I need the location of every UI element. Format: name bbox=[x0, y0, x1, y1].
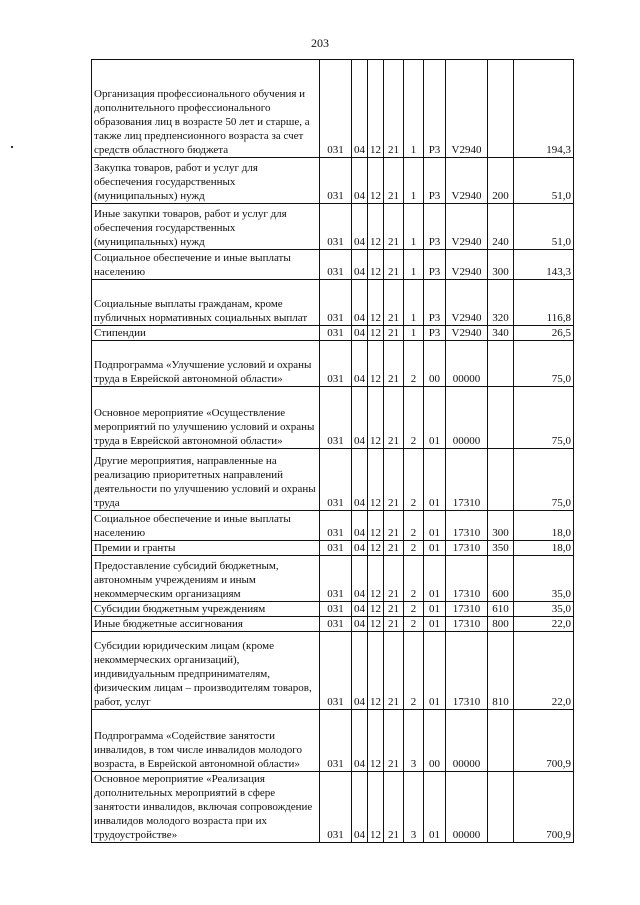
amount: 18,0 bbox=[514, 511, 574, 541]
section-code: 04 bbox=[352, 556, 368, 602]
direction-code: V2940 bbox=[446, 204, 488, 250]
event-code: 01 bbox=[424, 541, 446, 556]
subsection-code: 12 bbox=[368, 602, 384, 617]
expense-type-code: 200 bbox=[488, 158, 514, 204]
row-name: Стипендии bbox=[92, 326, 320, 341]
event-code: 00 bbox=[424, 710, 446, 772]
subsection-code: 12 bbox=[368, 250, 384, 280]
expense-type-code bbox=[488, 387, 514, 449]
program-code: 21 bbox=[384, 710, 404, 772]
expense-type-code bbox=[488, 710, 514, 772]
direction-code: V2940 bbox=[446, 280, 488, 326]
direction-code: 00000 bbox=[446, 772, 488, 843]
row-name: Субсидии юридическим лицам (кроме некоммерческих организаций), индивидуальным предпринимателям, физическим лицам – производителям товаров, работ, услуг bbox=[92, 632, 320, 710]
ved-code: 031 bbox=[320, 602, 352, 617]
section-code: 04 bbox=[352, 617, 368, 632]
subsection-code: 12 bbox=[368, 710, 384, 772]
table-row bbox=[92, 617, 574, 632]
expense-type-code: 340 bbox=[488, 326, 514, 341]
direction-code: 00000 bbox=[446, 341, 488, 387]
expense-type-code: 300 bbox=[488, 511, 514, 541]
amount: 18,0 bbox=[514, 541, 574, 556]
program-code: 21 bbox=[384, 250, 404, 280]
section-code: 04 bbox=[352, 250, 368, 280]
event-code: 00 bbox=[424, 341, 446, 387]
table-row bbox=[92, 511, 574, 541]
row-name: Подпрограмма «Улучшение условий и охраны труда в Еврейской автономной области» bbox=[92, 341, 320, 387]
subsection-code: 12 bbox=[368, 556, 384, 602]
direction-code: V2940 bbox=[446, 60, 488, 158]
direction-code: 17310 bbox=[446, 602, 488, 617]
table-row bbox=[92, 387, 574, 449]
subprogram-code: 2 bbox=[404, 511, 424, 541]
amount: 75,0 bbox=[514, 449, 574, 511]
ved-code: 031 bbox=[320, 617, 352, 632]
program-code: 21 bbox=[384, 541, 404, 556]
expense-type-code: 810 bbox=[488, 632, 514, 710]
subsection-code: 12 bbox=[368, 158, 384, 204]
subsection-code: 12 bbox=[368, 204, 384, 250]
page-number: 203 bbox=[311, 36, 329, 50]
subsection-code: 12 bbox=[368, 449, 384, 511]
amount: 26,5 bbox=[514, 326, 574, 341]
subsection-code: 12 bbox=[368, 632, 384, 710]
amount: 35,0 bbox=[514, 602, 574, 617]
subprogram-code: 1 bbox=[404, 204, 424, 250]
subsection-code: 12 bbox=[368, 772, 384, 843]
subsection-code: 12 bbox=[368, 511, 384, 541]
event-code: 01 bbox=[424, 511, 446, 541]
subprogram-code: 1 bbox=[404, 60, 424, 158]
amount: 51,0 bbox=[514, 158, 574, 204]
section-code: 04 bbox=[352, 326, 368, 341]
table-row bbox=[92, 60, 574, 158]
section-code: 04 bbox=[352, 710, 368, 772]
section-code: 04 bbox=[352, 511, 368, 541]
program-code: 21 bbox=[384, 341, 404, 387]
direction-code: V2940 bbox=[446, 158, 488, 204]
direction-code: V2940 bbox=[446, 250, 488, 280]
direction-code: 00000 bbox=[446, 387, 488, 449]
program-code: 21 bbox=[384, 158, 404, 204]
table-row bbox=[92, 341, 574, 387]
program-code: 21 bbox=[384, 280, 404, 326]
amount: 22,0 bbox=[514, 632, 574, 710]
subsection-code: 12 bbox=[368, 617, 384, 632]
expense-type-code: 610 bbox=[488, 602, 514, 617]
event-code: 01 bbox=[424, 772, 446, 843]
subprogram-code: 1 bbox=[404, 326, 424, 341]
amount: 22,0 bbox=[514, 617, 574, 632]
section-code: 04 bbox=[352, 772, 368, 843]
event-code: 01 bbox=[424, 602, 446, 617]
amount: 75,0 bbox=[514, 387, 574, 449]
direction-code: 17310 bbox=[446, 617, 488, 632]
direction-code: 17310 bbox=[446, 541, 488, 556]
subsection-code: 12 bbox=[368, 326, 384, 341]
ved-code: 031 bbox=[320, 387, 352, 449]
program-code: 21 bbox=[384, 602, 404, 617]
row-name: Предоставление субсидий бюджетным, автономным учреждениям и иным некоммерческим организациям bbox=[92, 556, 320, 602]
section-code: 04 bbox=[352, 449, 368, 511]
event-code: P3 bbox=[424, 60, 446, 158]
row-name: Социальные выплаты гражданам, кроме публичных нормативных социальных выплат bbox=[92, 280, 320, 326]
event-code: 01 bbox=[424, 632, 446, 710]
ved-code: 031 bbox=[320, 710, 352, 772]
ved-code: 031 bbox=[320, 449, 352, 511]
amount: 700,9 bbox=[514, 710, 574, 772]
row-name: Основное мероприятие «Осуществление мероприятий по улучшению условий и охраны труда в Еврейской автономной области» bbox=[92, 387, 320, 449]
ved-code: 031 bbox=[320, 341, 352, 387]
direction-code: 00000 bbox=[446, 710, 488, 772]
section-code: 04 bbox=[352, 632, 368, 710]
row-name: Социальное обеспечение и иные выплаты населению bbox=[92, 250, 320, 280]
row-name: Премии и гранты bbox=[92, 541, 320, 556]
event-code: P3 bbox=[424, 250, 446, 280]
program-code: 21 bbox=[384, 632, 404, 710]
subprogram-code: 1 bbox=[404, 280, 424, 326]
subprogram-code: 2 bbox=[404, 602, 424, 617]
subsection-code: 12 bbox=[368, 387, 384, 449]
program-code: 21 bbox=[384, 556, 404, 602]
event-code: 01 bbox=[424, 387, 446, 449]
program-code: 21 bbox=[384, 449, 404, 511]
table-row bbox=[92, 541, 574, 556]
program-code: 21 bbox=[384, 204, 404, 250]
section-code: 04 bbox=[352, 204, 368, 250]
subsection-code: 12 bbox=[368, 60, 384, 158]
event-code: 01 bbox=[424, 617, 446, 632]
table-row bbox=[92, 280, 574, 326]
event-code: 01 bbox=[424, 449, 446, 511]
table-row bbox=[92, 632, 574, 710]
section-code: 04 bbox=[352, 341, 368, 387]
section-code: 04 bbox=[352, 541, 368, 556]
amount: 194,3 bbox=[514, 60, 574, 158]
row-name: Социальное обеспечение и иные выплаты населению bbox=[92, 511, 320, 541]
subprogram-code: 2 bbox=[404, 449, 424, 511]
direction-code: V2940 bbox=[446, 326, 488, 341]
subprogram-code: 3 bbox=[404, 710, 424, 772]
row-name: Иные бюджетные ассигнования bbox=[92, 617, 320, 632]
margin-mark bbox=[11, 146, 13, 148]
subprogram-code: 1 bbox=[404, 250, 424, 280]
expense-type-code: 320 bbox=[488, 280, 514, 326]
subprogram-code: 2 bbox=[404, 387, 424, 449]
table-row bbox=[92, 250, 574, 280]
section-code: 04 bbox=[352, 158, 368, 204]
amount: 51,0 bbox=[514, 204, 574, 250]
table-row bbox=[92, 326, 574, 341]
expense-type-code bbox=[488, 772, 514, 843]
ved-code: 031 bbox=[320, 326, 352, 341]
program-code: 21 bbox=[384, 617, 404, 632]
direction-code: 17310 bbox=[446, 511, 488, 541]
subprogram-code: 2 bbox=[404, 341, 424, 387]
amount: 75,0 bbox=[514, 341, 574, 387]
direction-code: 17310 bbox=[446, 632, 488, 710]
amount: 116,8 bbox=[514, 280, 574, 326]
table-row bbox=[92, 158, 574, 204]
table-row bbox=[92, 710, 574, 772]
program-code: 21 bbox=[384, 772, 404, 843]
expense-type-code bbox=[488, 60, 514, 158]
ved-code: 031 bbox=[320, 204, 352, 250]
ved-code: 031 bbox=[320, 511, 352, 541]
ved-code: 031 bbox=[320, 556, 352, 602]
amount: 35,0 bbox=[514, 556, 574, 602]
row-name: Иные закупки товаров, работ и услуг для обеспечения государственных (муниципальных) нужд bbox=[92, 204, 320, 250]
subprogram-code: 2 bbox=[404, 541, 424, 556]
subprogram-code: 2 bbox=[404, 632, 424, 710]
row-name: Основное мероприятие «Реализация дополнительных мероприятий в сфере занятости инвалидов, включая сопровождение инвалидов молодого возраста при их трудоустройстве» bbox=[92, 772, 320, 843]
budget-table bbox=[91, 59, 574, 843]
ved-code: 031 bbox=[320, 541, 352, 556]
event-code: P3 bbox=[424, 326, 446, 341]
ved-code: 031 bbox=[320, 60, 352, 158]
event-code: P3 bbox=[424, 158, 446, 204]
row-name: Закупка товаров, работ и услуг для обеспечения государственных (муниципальных) нужд bbox=[92, 158, 320, 204]
expense-type-code bbox=[488, 449, 514, 511]
amount: 700,9 bbox=[514, 772, 574, 843]
table-row bbox=[92, 556, 574, 602]
program-code: 21 bbox=[384, 60, 404, 158]
direction-code: 17310 bbox=[446, 556, 488, 602]
ved-code: 031 bbox=[320, 632, 352, 710]
row-name: Организация профессионального обучения и дополнительного профессионального образования лиц в возрасте 50 лет и старше, а также лиц предпенсионного возраста за счет средств областного бюджета bbox=[92, 60, 320, 158]
section-code: 04 bbox=[352, 387, 368, 449]
subsection-code: 12 bbox=[368, 341, 384, 387]
event-code: 01 bbox=[424, 556, 446, 602]
program-code: 21 bbox=[384, 326, 404, 341]
ved-code: 031 bbox=[320, 280, 352, 326]
subprogram-code: 2 bbox=[404, 556, 424, 602]
program-code: 21 bbox=[384, 387, 404, 449]
section-code: 04 bbox=[352, 60, 368, 158]
subsection-code: 12 bbox=[368, 280, 384, 326]
table-row bbox=[92, 204, 574, 250]
expense-type-code: 350 bbox=[488, 541, 514, 556]
subprogram-code: 2 bbox=[404, 617, 424, 632]
expense-type-code: 600 bbox=[488, 556, 514, 602]
table-row bbox=[92, 449, 574, 511]
expense-type-code: 800 bbox=[488, 617, 514, 632]
amount: 143,3 bbox=[514, 250, 574, 280]
program-code: 21 bbox=[384, 511, 404, 541]
row-name: Субсидии бюджетным учреждениям bbox=[92, 602, 320, 617]
section-code: 04 bbox=[352, 602, 368, 617]
subprogram-code: 3 bbox=[404, 772, 424, 843]
expense-type-code: 240 bbox=[488, 204, 514, 250]
table-row bbox=[92, 772, 574, 843]
expense-type-code bbox=[488, 341, 514, 387]
table-row bbox=[92, 602, 574, 617]
section-code: 04 bbox=[352, 280, 368, 326]
subprogram-code: 1 bbox=[404, 158, 424, 204]
event-code: P3 bbox=[424, 280, 446, 326]
row-name: Другие мероприятия, направленные на реализацию приоритетных направлений деятельности по улучшению условий и охраны труда bbox=[92, 449, 320, 511]
ved-code: 031 bbox=[320, 158, 352, 204]
expense-type-code: 300 bbox=[488, 250, 514, 280]
ved-code: 031 bbox=[320, 250, 352, 280]
subsection-code: 12 bbox=[368, 541, 384, 556]
event-code: P3 bbox=[424, 204, 446, 250]
row-name: Подпрограмма «Содействие занятости инвалидов, в том числе инвалидов молодого возраста, в Еврейской автономной области» bbox=[92, 710, 320, 772]
ved-code: 031 bbox=[320, 772, 352, 843]
direction-code: 17310 bbox=[446, 449, 488, 511]
